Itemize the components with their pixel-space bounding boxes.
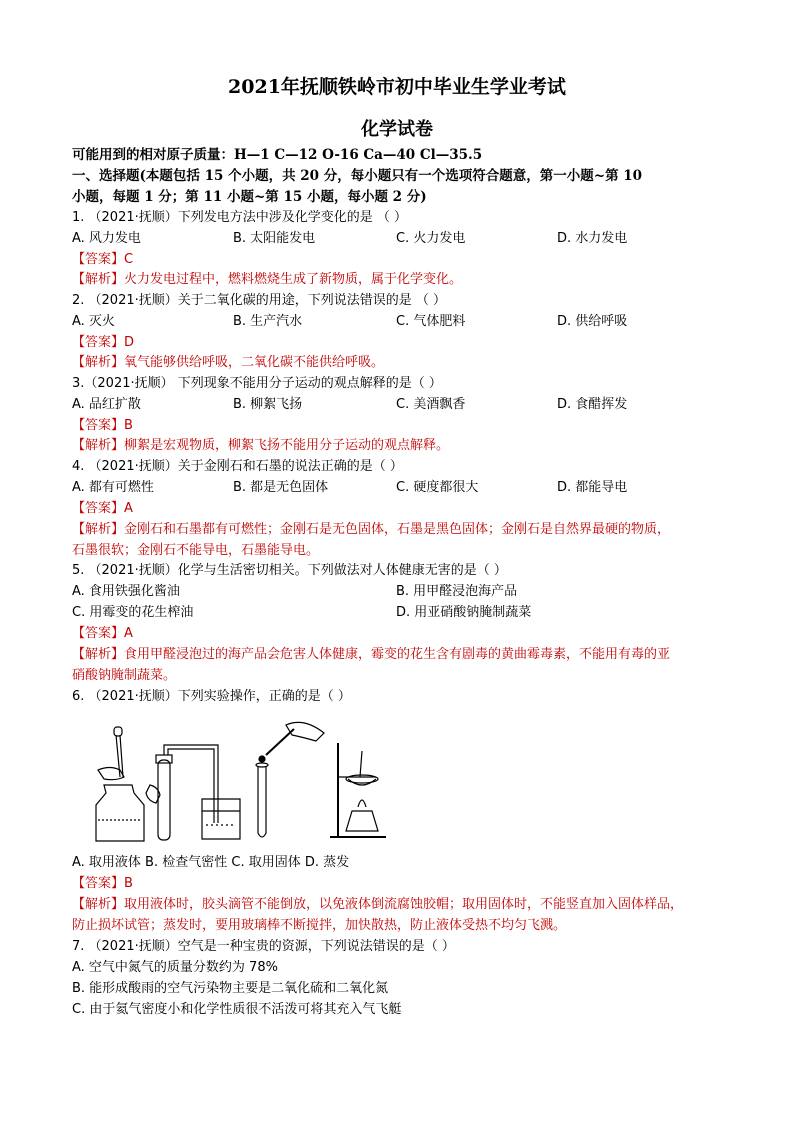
question-6-stem: 6. （2021·抚顺）下列实验操作，正确的是（ ）	[72, 689, 351, 704]
question-5-analysis-line-2: 硝酸钠腌制蔬菜。	[72, 668, 177, 683]
question-5-answer: 【答案】A	[72, 626, 133, 641]
airtightness-setup-icon	[146, 745, 240, 840]
question-7-stem: 7. （2021·抚顺）空气是一种宝贵的资源，下列说法错误的是（ ）	[72, 939, 455, 954]
exam-title: 2021年抚顺铁岭市初中毕业生学业考试	[228, 76, 566, 98]
question-2-option-b: B. 生产汽水	[233, 314, 303, 329]
experiment-illustration	[90, 715, 390, 843]
question-4-stem: 4. （2021·抚顺）关于金刚石和石墨的说法正确的是（ ）	[72, 459, 403, 474]
question-7-option-a: A. 空气中氮气的质量分数约为 78%	[72, 960, 278, 975]
question-4-option-d: D. 都能导电	[557, 480, 628, 495]
question-1-option-a: A. 风力发电	[72, 231, 141, 246]
question-4-option-c: C. 硬度都很大	[396, 480, 479, 495]
question-6-analysis-line-1: 【解析】取用液体时，胶头滴管不能倒放，以免液体倒流腐蚀胶帽；取用固体时，不能竖直加入固体样品，	[72, 897, 684, 912]
question-5-option-b: B. 用甲醛浸泡海产品	[396, 584, 518, 599]
question-4-analysis-line-1: 【解析】金刚石和石墨都有可燃性；金刚石是无色固体，石墨是黑色固体；金刚石是自然界最硬的物质，	[72, 522, 671, 537]
question-5-option-d: D. 用亚硝酸钠腌制蔬菜	[396, 605, 532, 620]
question-6-answer: 【答案】B	[72, 876, 133, 891]
liquid-dropper-icon	[96, 727, 144, 841]
question-7-option-b: B. 能形成酸雨的空气污染物主要是二氧化硫和二氧化氮	[72, 981, 389, 996]
question-4-answer: 【答案】A	[72, 501, 133, 516]
question-6-analysis-line-2: 防止损坏试管；蒸发时，要用玻璃棒不断搅拌，加快散热，防止液体受热不均匀飞溅。	[72, 918, 567, 933]
question-4-option-b: B. 都是无色固体	[233, 480, 329, 495]
question-2-answer: 【答案】D	[72, 335, 135, 350]
question-3-option-d: D. 食醋挥发	[557, 397, 628, 412]
question-4-analysis-line-2: 石墨很软；金刚石不能导电，石墨能导电。	[72, 543, 320, 558]
question-3-option-b: B. 柳絮飞扬	[233, 397, 303, 412]
question-3-option-c: C. 美酒飘香	[396, 397, 466, 412]
section-instructions-1: 一、选择题(本题包括 15 个小题，共 20 分，每小题只有一个选项符合题意，第一小题~第 10	[72, 168, 643, 184]
question-3-answer: 【答案】B	[72, 418, 133, 433]
question-1-analysis: 【解析】火力发电过程中，燃料燃烧生成了新物质，属于化学变化。	[72, 272, 463, 287]
question-3-option-a: A. 品红扩散	[72, 397, 141, 412]
question-1-option-d: D. 水力发电	[557, 231, 628, 246]
question-2-analysis: 【解析】氧气能够供给呼吸，二氧化碳不能供给呼吸。	[72, 355, 385, 370]
question-2-option-a: A. 灭火	[72, 314, 115, 329]
question-1-answer: 【答案】C	[72, 252, 134, 267]
question-5-stem: 5. （2021·抚顺）化学与生活密切相关。下列做法对人体健康无害的是（ ）	[72, 563, 507, 578]
question-2-stem: 2. （2021·抚顺）关于二氧化碳的用途，下列说法错误的是 （ ）	[72, 293, 447, 308]
solid-tube-icon	[256, 722, 324, 837]
question-5-option-a: A. 食用铁强化酱油	[72, 584, 180, 599]
question-2-option-c: C. 气体肥料	[396, 314, 466, 329]
question-1-stem: 1. （2021·抚顺）下列发电方法中涉及化学变化的是 （ ）	[72, 210, 408, 225]
question-3-stem: 3.（2021·抚顺） 下列现象不能用分子运动的观点解释的是（ ）	[72, 376, 442, 391]
question-2-option-d: D. 供给呼吸	[557, 314, 628, 329]
question-6-options: A. 取用液体 B. 检查气密性 C. 取用固体 D. 蒸发	[72, 855, 350, 870]
atomic-mass-line: 可能用到的相对原子质量：H—1 C—12 O-16 Ca—40 Cl—35.5	[72, 147, 483, 163]
question-1-option-c: C. 火力发电	[396, 231, 466, 246]
exam-subtitle: 化学试卷	[361, 119, 433, 140]
question-5-analysis-line-1: 【解析】食用甲醛浸泡过的海产品会危害人体健康，霉变的花生含有剧毒的黄曲霉毒素，不能用有毒的亚	[72, 647, 671, 662]
evaporation-stand-icon	[330, 743, 386, 837]
question-3-analysis: 【解析】柳絮是宏观物质，柳絮飞扬不能用分子运动的观点解释。	[72, 438, 450, 453]
section-instructions-2: 小题，每题 1 分；第 11 小题~第 15 小题，每小题 2 分)	[72, 189, 427, 205]
question-4-option-a: A. 都有可燃性	[72, 480, 154, 495]
question-5-option-c: C. 用霉变的花生榨油	[72, 605, 194, 620]
question-7-option-c: C. 由于氦气密度小和化学性质很不活泼可将其充入气飞艇	[72, 1002, 402, 1017]
question-1-option-b: B. 太阳能发电	[233, 231, 316, 246]
